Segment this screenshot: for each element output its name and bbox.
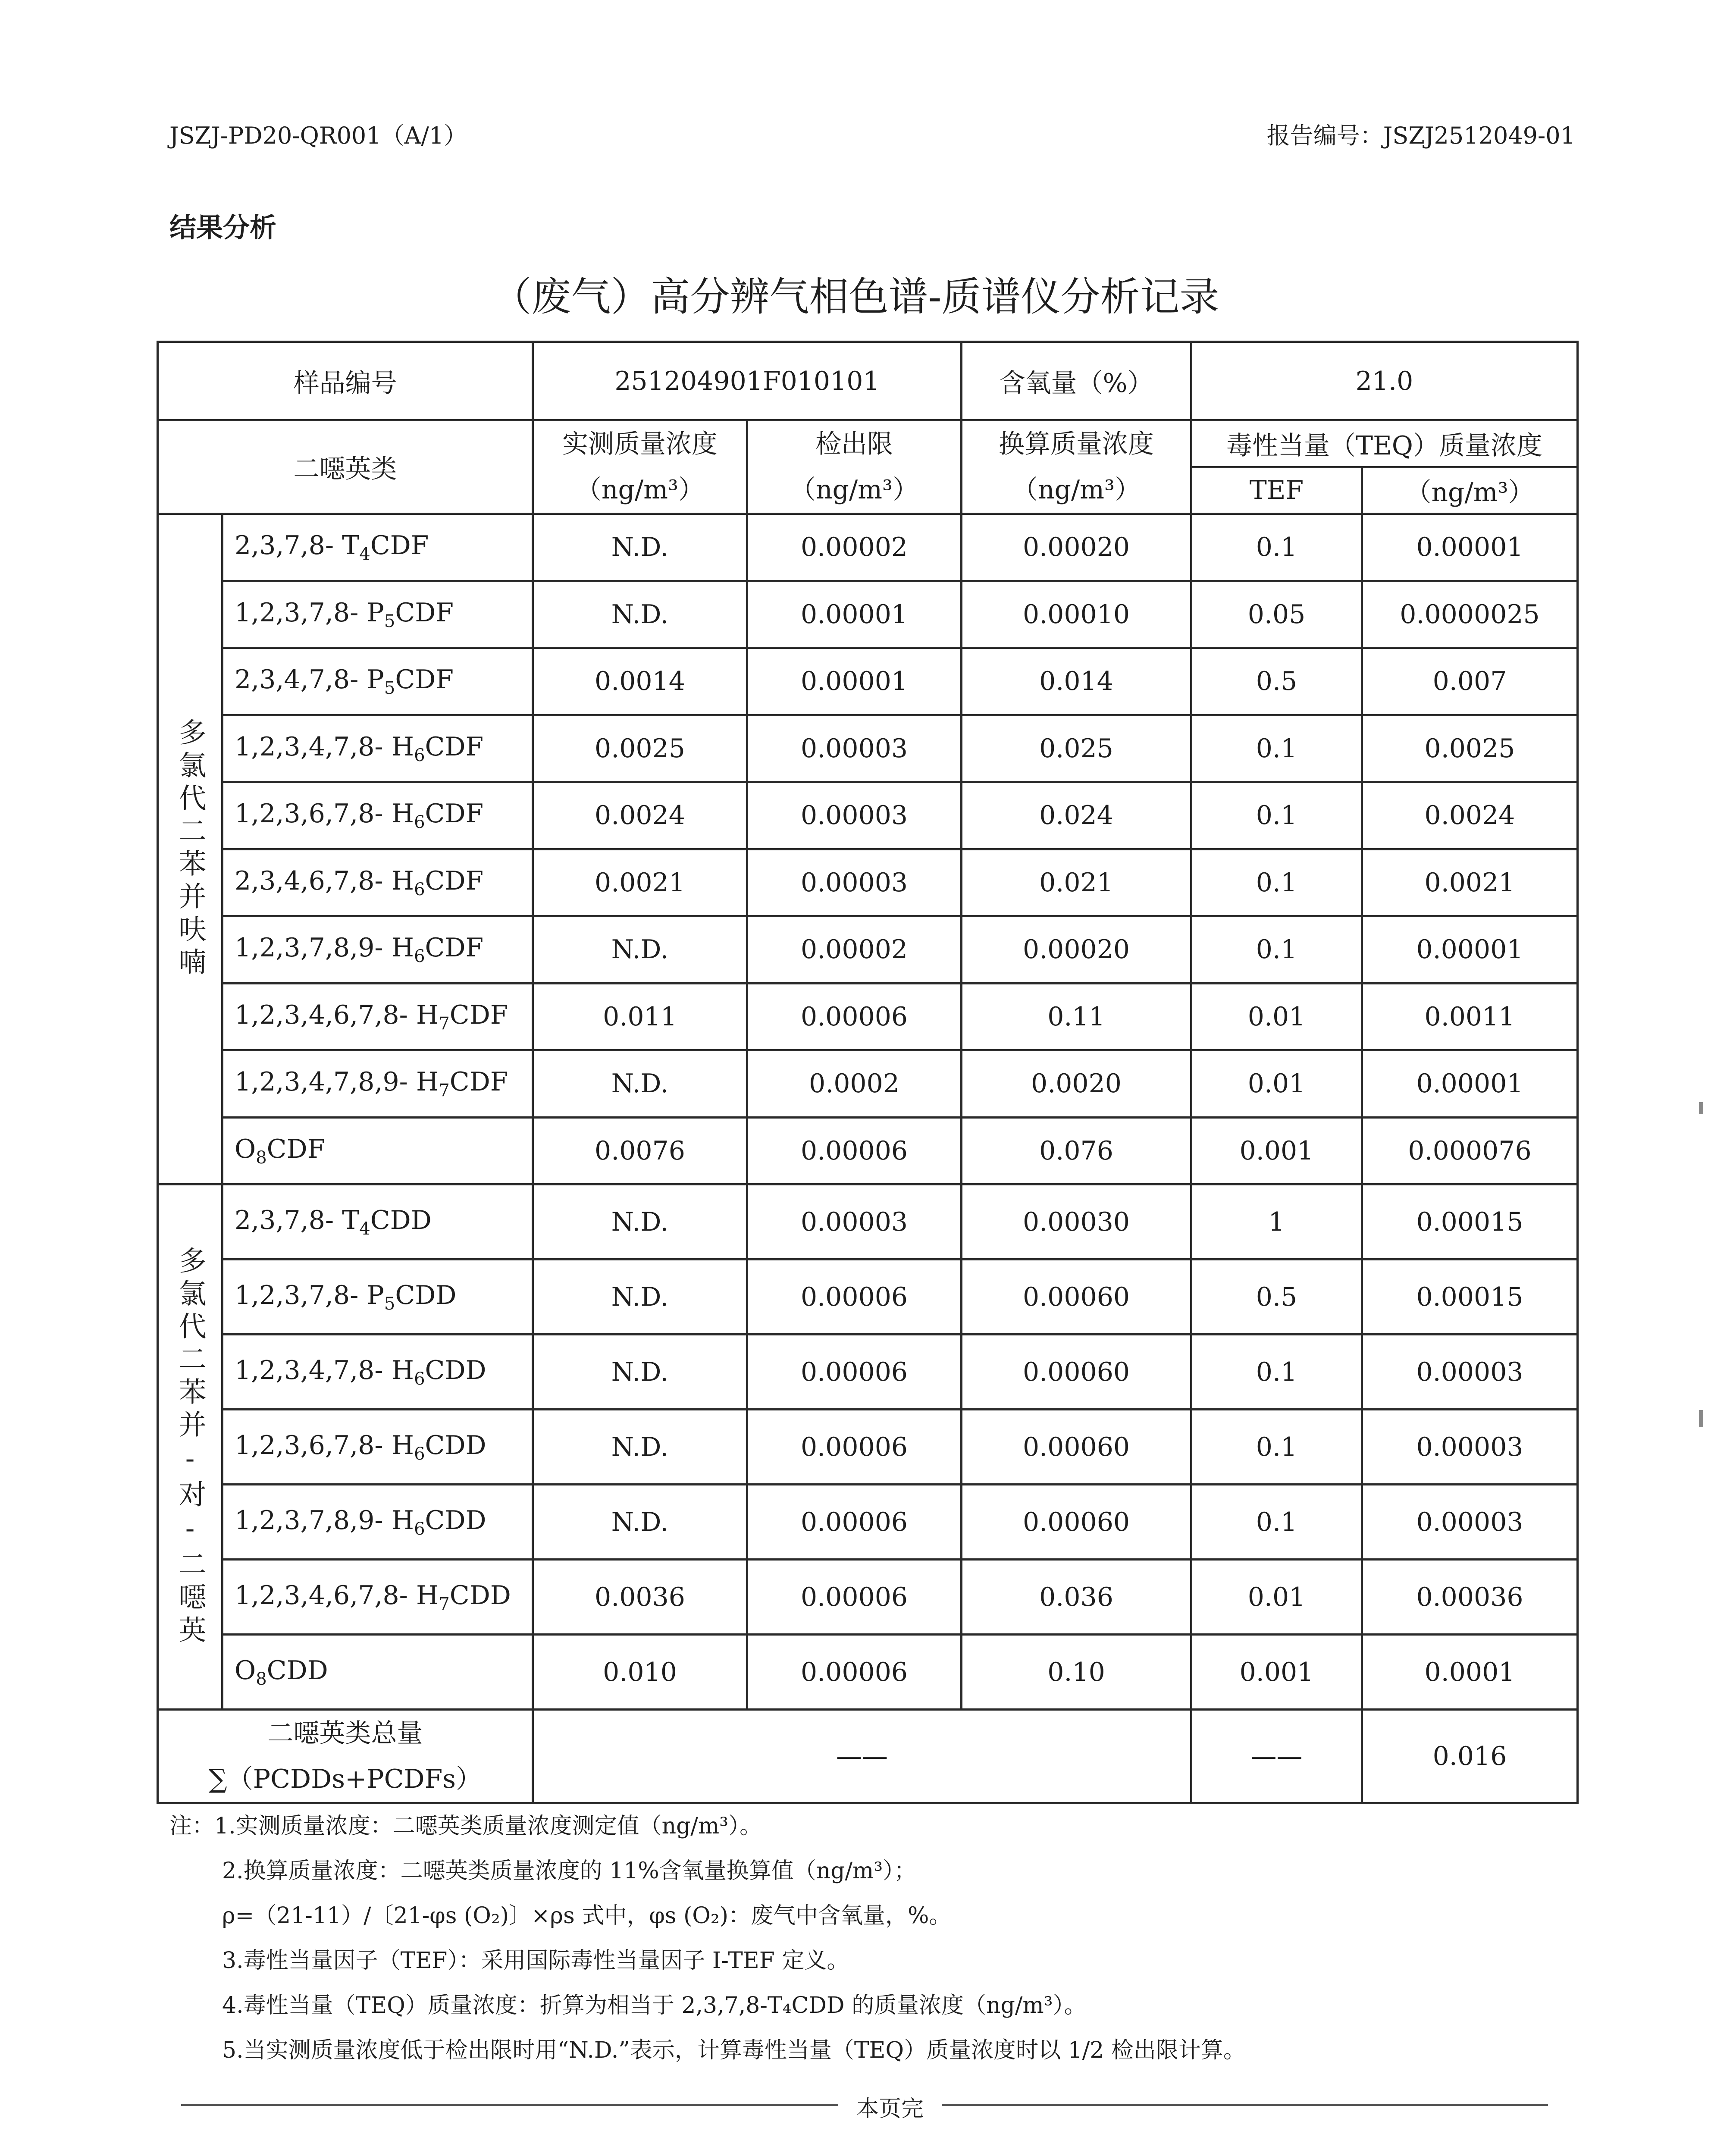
- limit-column-header: 检出限 （ng/m³）: [747, 420, 962, 514]
- congener-subscript: 6: [414, 879, 425, 899]
- congener-prefix: O: [235, 1655, 256, 1686]
- congener-suffix: CDF: [425, 799, 484, 829]
- measured-concentration: 0.0021: [533, 849, 747, 916]
- converted-concentration: 0.014: [962, 648, 1191, 715]
- teq-concentration: 0.00015: [1362, 1260, 1578, 1335]
- tef-column-header: TEF: [1191, 467, 1362, 514]
- section-title: 结果分析: [169, 212, 277, 243]
- report-number: 报告编号：JSZJ2512049-01: [1266, 122, 1575, 149]
- congener-suffix: CDD: [395, 1280, 457, 1310]
- congener-prefix: 1,2,3,6,7,8- H: [235, 1430, 414, 1460]
- congener-name: [222, 715, 533, 782]
- congener-subscript: 7: [439, 1594, 450, 1614]
- table-row: [158, 1335, 1578, 1410]
- congener-prefix: 2,3,4,7,8- P: [235, 664, 384, 695]
- congener-subscript: 6: [414, 1369, 425, 1389]
- congener-prefix: O: [235, 1134, 256, 1164]
- congener-suffix: CDF: [425, 933, 484, 963]
- converted-concentration: 0.11: [962, 983, 1191, 1050]
- tef-value: 0.1: [1191, 715, 1362, 782]
- table-row: [158, 1117, 1578, 1185]
- congener-suffix: CDD: [266, 1655, 328, 1686]
- converted-concentration: 0.00060: [962, 1335, 1191, 1410]
- congener-name: [222, 581, 533, 648]
- note-2: 2.换算质量浓度：二噁英类质量浓度的 11%含氧量换算值（ng/m³）；: [222, 1858, 917, 1884]
- congener-name: [222, 1050, 533, 1118]
- table-row: [158, 514, 1578, 581]
- detection-limit: 0.00002: [747, 916, 962, 984]
- scan-mark: [1699, 1410, 1703, 1427]
- total-label: 二噁英类总量 ∑（PCDDs+PCDFs）: [158, 1710, 533, 1803]
- total-dash: ——: [533, 1710, 1191, 1803]
- congener-name: [222, 916, 533, 984]
- teq-concentration: 0.00001: [1362, 1050, 1578, 1118]
- congener-prefix: 1,2,3,4,6,7,8- H: [235, 1000, 439, 1030]
- congener-name: [222, 782, 533, 849]
- congener-prefix: 1,2,3,7,8,9- H: [235, 933, 414, 963]
- congener-name: [222, 514, 533, 581]
- teq-concentration: 0.00003: [1362, 1410, 1578, 1485]
- detection-limit: 0.00006: [747, 1635, 962, 1710]
- tef-value: 0.5: [1191, 648, 1362, 715]
- table-row: [158, 1485, 1578, 1560]
- oxygen-label: 含氧量（%）: [962, 342, 1191, 420]
- congener-name: [222, 1410, 533, 1485]
- converted-concentration: 0.00060: [962, 1485, 1191, 1560]
- measured-concentration: N.D.: [533, 1050, 747, 1118]
- converted-concentration: 0.00030: [962, 1185, 1191, 1260]
- measured-concentration: 0.0024: [533, 782, 747, 849]
- detection-limit: 0.00003: [747, 782, 962, 849]
- congener-name: [222, 648, 533, 715]
- table-row: [158, 916, 1578, 984]
- measured-concentration: N.D.: [533, 1485, 747, 1560]
- congener-subscript: 4: [359, 1219, 370, 1239]
- measured-concentration: N.D.: [533, 1335, 747, 1410]
- detection-limit: 0.00003: [747, 849, 962, 916]
- table-row: [158, 1260, 1578, 1335]
- congener-name: [222, 1185, 533, 1260]
- teq-concentration: 0.000076: [1362, 1117, 1578, 1185]
- tef-value: 0.5: [1191, 1260, 1362, 1335]
- congener-prefix: 1,2,3,4,6,7,8- H: [235, 1580, 439, 1611]
- congener-subscript: 7: [439, 1013, 450, 1034]
- detection-limit: 0.00006: [747, 1485, 962, 1560]
- congener-prefix: 1,2,3,6,7,8- H: [235, 799, 414, 829]
- measured-concentration: 0.0014: [533, 648, 747, 715]
- teq-concentration: 0.007: [1362, 648, 1578, 715]
- teq-column-header: 毒性当量（TEQ）质量浓度: [1191, 420, 1578, 467]
- measured-concentration: N.D.: [533, 581, 747, 648]
- congener-prefix: 1,2,3,7,8- P: [235, 1280, 384, 1310]
- total-row: [158, 1710, 1578, 1803]
- congener-subscript: 8: [256, 1669, 267, 1689]
- congener-prefix: 1,2,3,7,8,9- H: [235, 1505, 414, 1536]
- converted-concentration: 0.036: [962, 1560, 1191, 1635]
- measured-concentration: N.D.: [533, 1410, 747, 1485]
- table-row: [158, 1635, 1578, 1710]
- table-row: [158, 849, 1578, 916]
- congener-prefix: 1,2,3,4,7,8- H: [235, 731, 414, 762]
- note-3: 3.毒性当量因子（TEF）：采用国际毒性当量因子 I-TEF 定义。: [222, 1948, 849, 1974]
- congener-name: [222, 1635, 533, 1710]
- converted-concentration: 0.076: [962, 1117, 1191, 1185]
- congener-suffix: CDD: [449, 1580, 511, 1611]
- detection-limit: 0.00006: [747, 1117, 962, 1185]
- detection-limit: 0.00006: [747, 1410, 962, 1485]
- congener-name: [222, 1335, 533, 1410]
- teq-concentration: 0.00036: [1362, 1560, 1578, 1635]
- congener-suffix: CDF: [425, 865, 484, 896]
- note-5: 5.当实测质量浓度低于检出限时用“N.D.”表示，计算毒性当量（TEQ）质量浓度时以 1/2 检出限计算。: [222, 2037, 1246, 2063]
- sample-id-label: 样品编号: [158, 342, 533, 420]
- total-dash: ——: [1191, 1710, 1362, 1803]
- congener-prefix: 1,2,3,4,7,8- H: [235, 1355, 414, 1385]
- congener-prefix: 2,3,7,8- T: [235, 1205, 360, 1235]
- congener-name: [222, 1260, 533, 1335]
- congener-prefix: 2,3,4,6,7,8- H: [235, 865, 414, 896]
- congener-suffix: CDD: [425, 1355, 486, 1385]
- measured-concentration: 0.010: [533, 1635, 747, 1710]
- sample-id-value: 251204901F010101: [533, 342, 962, 420]
- congener-suffix: CDD: [425, 1430, 486, 1460]
- converted-concentration: 0.00060: [962, 1260, 1191, 1335]
- congener-name: [222, 849, 533, 916]
- tef-value: 0.01: [1191, 1050, 1362, 1118]
- detection-limit: 0.00006: [747, 983, 962, 1050]
- measured-concentration: N.D.: [533, 1185, 747, 1260]
- note-4: 4.毒性当量（TEQ）质量浓度：折算为相当于 2,3,7,8-T₄CDD 的质量浓度（ng/m³）。: [222, 1993, 1087, 2018]
- congener-subscript: 4: [359, 544, 370, 564]
- teq-concentration: 0.00001: [1362, 916, 1578, 984]
- tef-value: 0.001: [1191, 1117, 1362, 1185]
- congener-suffix: CDF: [425, 731, 484, 762]
- converted-concentration: 0.00010: [962, 581, 1191, 648]
- teq-concentration: 0.0000025: [1362, 581, 1578, 648]
- converted-concentration: 0.024: [962, 782, 1191, 849]
- measured-concentration: N.D.: [533, 1260, 747, 1335]
- teq-concentration: 0.00003: [1362, 1335, 1578, 1410]
- table-row: [158, 983, 1578, 1050]
- detection-limit: 0.00001: [747, 648, 962, 715]
- converted-concentration: 0.00020: [962, 514, 1191, 581]
- oxygen-value: 21.0: [1191, 342, 1578, 420]
- teq-concentration: 0.0024: [1362, 782, 1578, 849]
- tef-value: 0.05: [1191, 581, 1362, 648]
- teq-concentration: 0.0001: [1362, 1635, 1578, 1710]
- congener-suffix: CDF: [395, 664, 454, 695]
- tef-value: 0.1: [1191, 782, 1362, 849]
- tef-value: 0.1: [1191, 1335, 1362, 1410]
- detection-limit: 0.00006: [747, 1335, 962, 1410]
- congener-name: [222, 1117, 533, 1185]
- teq-unit-column-header: （ng/m³）: [1362, 467, 1578, 514]
- tef-value: 0.1: [1191, 514, 1362, 581]
- dioxin-column-header: 二噁英类: [158, 420, 533, 514]
- detection-limit: 0.00003: [747, 1185, 962, 1260]
- congener-subscript: 6: [414, 946, 425, 967]
- detection-limit: 0.0002: [747, 1050, 962, 1118]
- table-row: [158, 1410, 1578, 1485]
- congener-subscript: 6: [414, 812, 425, 833]
- teq-concentration: 0.00003: [1362, 1485, 1578, 1560]
- form-code: JSZJ-PD20-QR001（A/1）: [169, 122, 467, 149]
- congener-prefix: 1,2,3,4,7,8,9- H: [235, 1067, 439, 1097]
- congener-suffix: CDF: [449, 1067, 508, 1097]
- congener-suffix: CDD: [425, 1505, 486, 1536]
- congener-name: [222, 983, 533, 1050]
- congener-subscript: 6: [414, 1519, 425, 1539]
- detection-limit: 0.00006: [747, 1560, 962, 1635]
- page-title: （废气）高分辨气相色谱-质谱仪分析记录: [492, 274, 1219, 320]
- detection-limit: 0.00001: [747, 581, 962, 648]
- measured-concentration: 0.011: [533, 983, 747, 1050]
- tef-value: 0.1: [1191, 849, 1362, 916]
- congener-suffix: CDF: [449, 1000, 508, 1030]
- converted-concentration: 0.00060: [962, 1410, 1191, 1485]
- note-formula: ρ=（21-11）/〔21-φs (O₂)〕×ρs 式中，φs (O₂)：废气中含氧量，%。: [222, 1903, 952, 1929]
- tef-value: 0.1: [1191, 916, 1362, 984]
- converted-concentration: 0.10: [962, 1635, 1191, 1710]
- measured-concentration: 0.0025: [533, 715, 747, 782]
- converted-concentration: 0.0020: [962, 1050, 1191, 1118]
- congener-subscript: 5: [384, 678, 395, 699]
- measured-column-header: 实测质量浓度 （ng/m³）: [533, 420, 747, 514]
- teq-concentration: 0.00001: [1362, 514, 1578, 581]
- congener-suffix: CDD: [370, 1205, 432, 1235]
- detection-limit: 0.00006: [747, 1260, 962, 1335]
- tef-value: 0.01: [1191, 983, 1362, 1050]
- congener-suffix: CDF: [395, 597, 454, 628]
- congener-suffix: CDF: [266, 1134, 326, 1164]
- congener-name: [222, 1560, 533, 1635]
- table-row: [158, 1050, 1578, 1118]
- tef-value: 0.1: [1191, 1485, 1362, 1560]
- detection-limit: 0.00002: [747, 514, 962, 581]
- table-row: [158, 782, 1578, 849]
- tef-value: 0.01: [1191, 1560, 1362, 1635]
- converted-concentration: 0.00020: [962, 916, 1191, 984]
- teq-concentration: 0.0011: [1362, 983, 1578, 1050]
- congener-subscript: 8: [256, 1147, 267, 1168]
- pcdd-group-label: 多氯代二苯并-对-二噁英: [158, 1185, 222, 1710]
- total-teq-value: 0.016: [1362, 1710, 1578, 1803]
- scan-mark: [1699, 1102, 1703, 1114]
- end-of-page-text: 本页完: [838, 2090, 942, 2123]
- table-row: [158, 1185, 1578, 1260]
- table-row: [158, 1560, 1578, 1635]
- table-row: [158, 648, 1578, 715]
- note-1: 注：1.实测质量浓度：二噁英类质量浓度测定值（ng/m³）。: [169, 1813, 762, 1839]
- table-row: [158, 581, 1578, 648]
- teq-concentration: 0.0021: [1362, 849, 1578, 916]
- results-table: [157, 341, 1579, 1804]
- congener-subscript: 5: [384, 1294, 395, 1314]
- congener-subscript: 7: [439, 1081, 450, 1101]
- congener-subscript: 6: [414, 1444, 425, 1464]
- pcdf-group-label: 多氯代二苯并呋喃: [158, 514, 222, 1185]
- measured-concentration: 0.0076: [533, 1117, 747, 1185]
- congener-suffix: CDF: [370, 530, 429, 561]
- teq-concentration: 0.00015: [1362, 1185, 1578, 1260]
- converted-column-header: 换算质量浓度 （ng/m³）: [962, 420, 1191, 514]
- converted-concentration: 0.021: [962, 849, 1191, 916]
- detection-limit: 0.00003: [747, 715, 962, 782]
- measured-concentration: N.D.: [533, 916, 747, 984]
- congener-prefix: 1,2,3,7,8- P: [235, 597, 384, 628]
- measured-concentration: N.D.: [533, 514, 747, 581]
- converted-concentration: 0.025: [962, 715, 1191, 782]
- congener-name: [222, 1485, 533, 1560]
- congener-prefix: 2,3,7,8- T: [235, 530, 360, 561]
- tef-value: 0.001: [1191, 1635, 1362, 1710]
- tef-value: 1: [1191, 1185, 1362, 1260]
- measured-concentration: 0.0036: [533, 1560, 747, 1635]
- congener-subscript: 6: [414, 745, 425, 765]
- table-row: [158, 715, 1578, 782]
- teq-concentration: 0.0025: [1362, 715, 1578, 782]
- congener-subscript: 5: [384, 611, 395, 631]
- tef-value: 0.1: [1191, 1410, 1362, 1485]
